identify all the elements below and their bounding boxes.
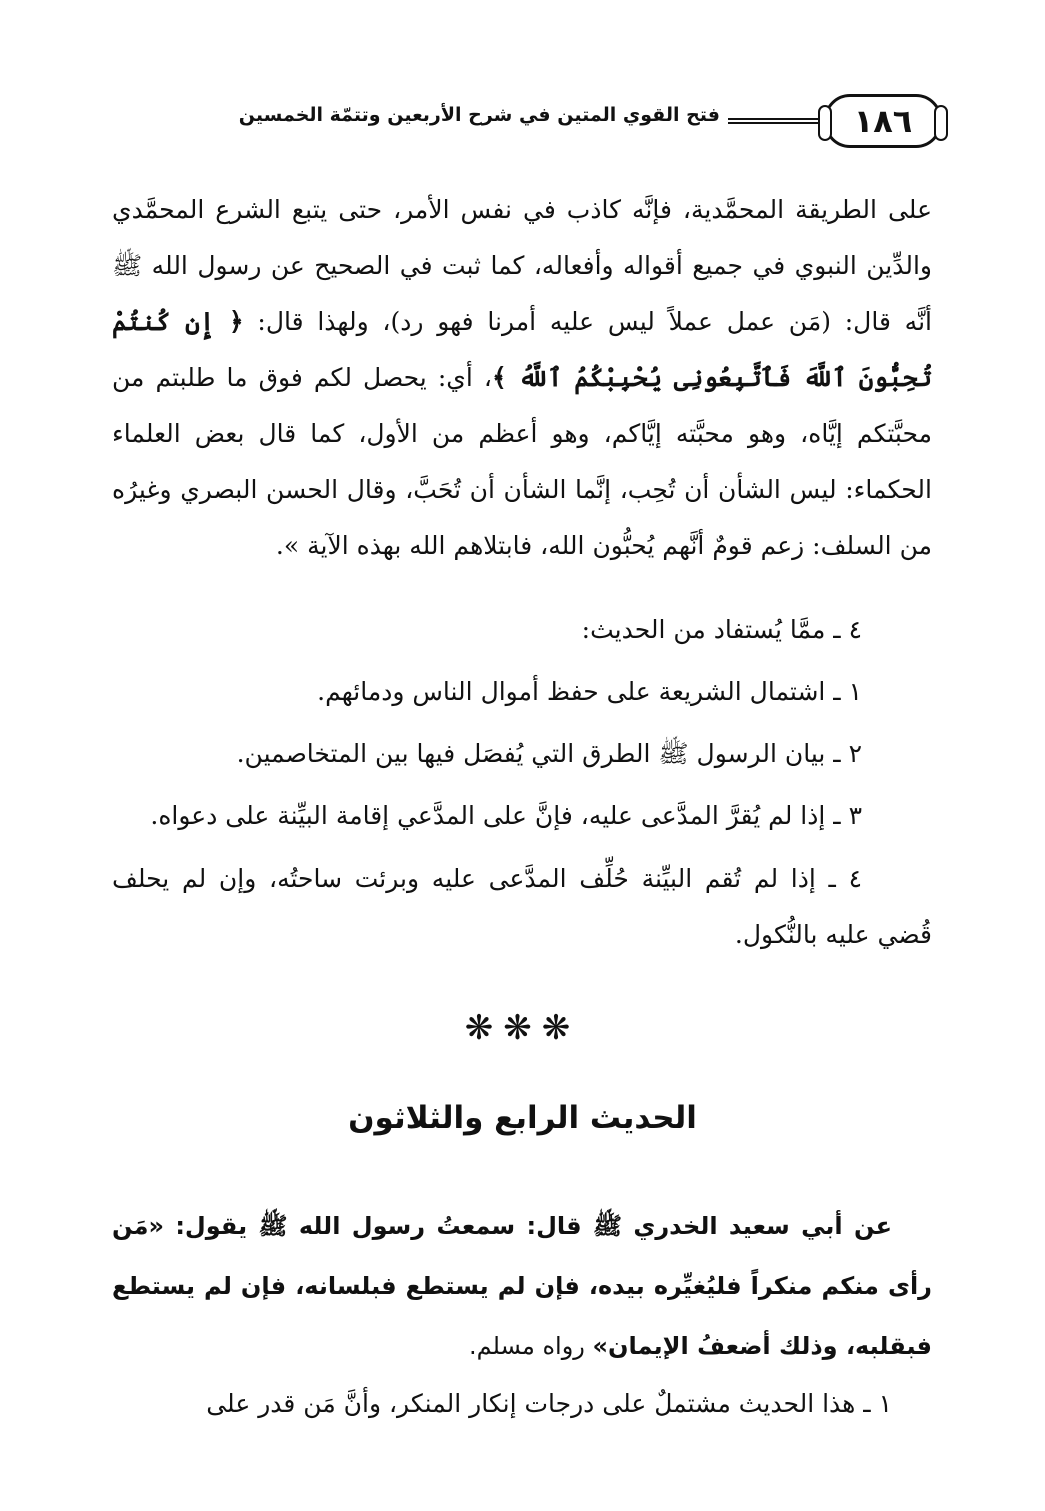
benefit-item: ٢ ـ بيان الرسول ﷺ الطرق التي يُفصَل فيها بين المتخاصمين. bbox=[236, 739, 862, 768]
benefit-item: ٣ ـ إذا لم يُقرَّ المدَّعى عليه، فإنَّ على المدَّعي إقامة البيِّنة على دعواه. bbox=[150, 801, 862, 830]
section-separator: ❋❋❋ bbox=[464, 1008, 581, 1048]
page-number-frame bbox=[824, 94, 942, 148]
paragraph-text: على الطريقة المحمَّدية، فإنَّه كاذب في نفس الأمر، حتى يتبع الشرع المحمَّدي والدِّين النبوي في جميع أقواله وأفعاله، كما ثبت في الصحيح عن رسول الله ﷺ أنَّه قال: (مَن عمل عملاً ليس عليه أمرنا فهو رد)، ولهذا قال: bbox=[112, 195, 932, 336]
section-heading: الحديث الرابع والثلاثون bbox=[348, 1100, 697, 1136]
running-title: فتح القوي المتين في شرح الأربعين وتتمّة الخمسين bbox=[238, 104, 720, 126]
hadith-text bbox=[112, 1196, 932, 1376]
paragraph-continuation bbox=[112, 182, 932, 574]
quran-verse: ﴿ إِن كُنتُمْ تُحِبُّونَ ٱللَّهَ فَٱتَّبِعُونِى يُحْبِبْكُمُ ٱللَّهُ ﴾ bbox=[112, 307, 932, 392]
benefits-section bbox=[112, 599, 932, 963]
commentary-point: ١ ـ هذا الحديث مشتملٌ على درجات إنكار المنكر، وأنَّ مَن قدر على bbox=[206, 1389, 892, 1418]
benefit-item: ١ ـ اشتمال الشريعة على حفظ أموال الناس ودمائهم. bbox=[317, 677, 862, 706]
paragraph-text-cont: ، أي: يحصل لكم فوق ما طلبتم من محبَّتكم إيَّاه، وهو محبَّته إيَّاكم، وهو أعظم من الأول، كما قال بعض العلماء الحكماء: ليس الشأن أن تُحِب، إنَّما الشأن أن تُحَبَّ، وقال الحسن البصري وغيرُه من السلف: زعم قومٌ أنَّهم يُحبُّون الله، فابتلاهم الله بهذه الآية ». bbox=[112, 363, 932, 560]
header-rule bbox=[728, 118, 818, 124]
running-header bbox=[96, 92, 942, 156]
hadith-body: عن أبي سعيد الخدري ﷺ قال: سمعتُ رسول الله ﷺ يقول: «مَن رأى منكم منكراً فليُغيِّره بيده، فإن لم يستطع فبلسانه، فإن لم يستطع فبقلبه، وذلك أضعفُ الإيمان» bbox=[112, 1212, 932, 1360]
benefits-heading: ٤ ـ ممَّا يُستفاد من الحديث: bbox=[581, 615, 862, 644]
page-number: ١٨٦ bbox=[853, 102, 913, 140]
hadith-attribution: رواه مسلم. bbox=[469, 1332, 593, 1360]
benefit-item: ٤ ـ إذا لم تُقم البيِّنة حُلِّف المدَّعى عليه وبرئت ساحتُه، وإن لم يحلف قُضي عليه بالنُّكول. bbox=[112, 864, 932, 949]
